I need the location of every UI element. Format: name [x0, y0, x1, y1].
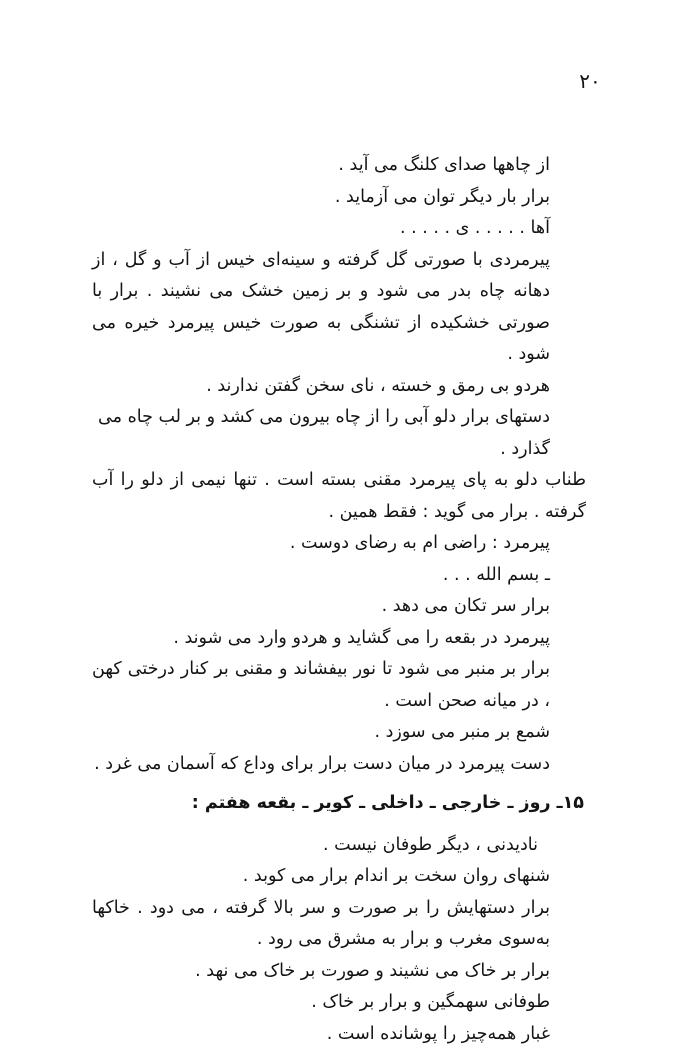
dialogue-line: پیرمرد : راضی ام به رضای دوست . [92, 528, 586, 560]
scene-heading: ۱۵ـ روز ـ خارجی ـ داخلی ـ کویر ـ بقعه هفتم : [92, 788, 586, 820]
dialogue-line: ـ بسم الله . . . [92, 560, 586, 592]
paragraph: برار بر منبر می شود تا نور بیفشاند و مقنی بر کنار درختی کهن ، در میانه صحن است . [92, 654, 586, 717]
paragraph: هردو بی رمق و خسته ، نای سخن گفتن ندارند . [92, 371, 586, 403]
paragraph: برار بر خاک می نشیند و صورت بر خاک می نهد . [92, 956, 586, 988]
page-number: ۲۰ [570, 68, 610, 94]
paragraph: طوفانی سهمگین و برار بر خاک . [92, 987, 586, 1019]
paragraph: از چاهها صدای کلنگ می آید . [92, 150, 586, 182]
body-text [92, 150, 586, 1050]
paragraph: شنهای روان سخت بر اندام برار می کوبد . [92, 861, 586, 893]
paragraph: برار دستهایش را بر صورت و سر بالا گرفته ، می دود . خاکها به‌سوی مغرب و برار به مشرق می رود . [92, 893, 586, 956]
paragraph: نادیدنی ، دیگر طوفان نیست . [92, 830, 586, 862]
paragraph: دستهای برار دلو آبی را از چاه بیرون می کشد و بر لب چاه می گذارد . [92, 402, 586, 465]
paragraph: طناب دلو به پای پیرمرد مقنی بسته است . تنها نیمی از دلو را آب گرفته . برار می گوید : فقط همین . [92, 465, 586, 528]
paragraph: آها . . . . . ی . . . . . [92, 213, 586, 245]
paragraph: غبار همه‌چیز را پوشانده است . [92, 1019, 586, 1050]
paragraph: برار سر تکان می دهد . [92, 591, 586, 623]
paragraph: برار بار دیگر توان می آزماید . [92, 182, 586, 214]
paragraph: دست پیرمرد در میان دست برار برای وداع که آسمان می غرد . [92, 749, 586, 781]
paragraph: شمع بر منبر می سوزد . [92, 717, 586, 749]
paragraph: پیرمرد در بقعه را می گشاید و هردو وارد می شوند . [92, 623, 586, 655]
paragraph: پیرمردی با صورتی گل گرفته و سینه‌ای خیس از آب و گل ، از دهانه چاه بدر می شود و بر زمین خشک می نشیند . برار با صورتی خشکیده از تشنگی به صورت خیس پیرمرد خیره می شود . [92, 245, 586, 371]
